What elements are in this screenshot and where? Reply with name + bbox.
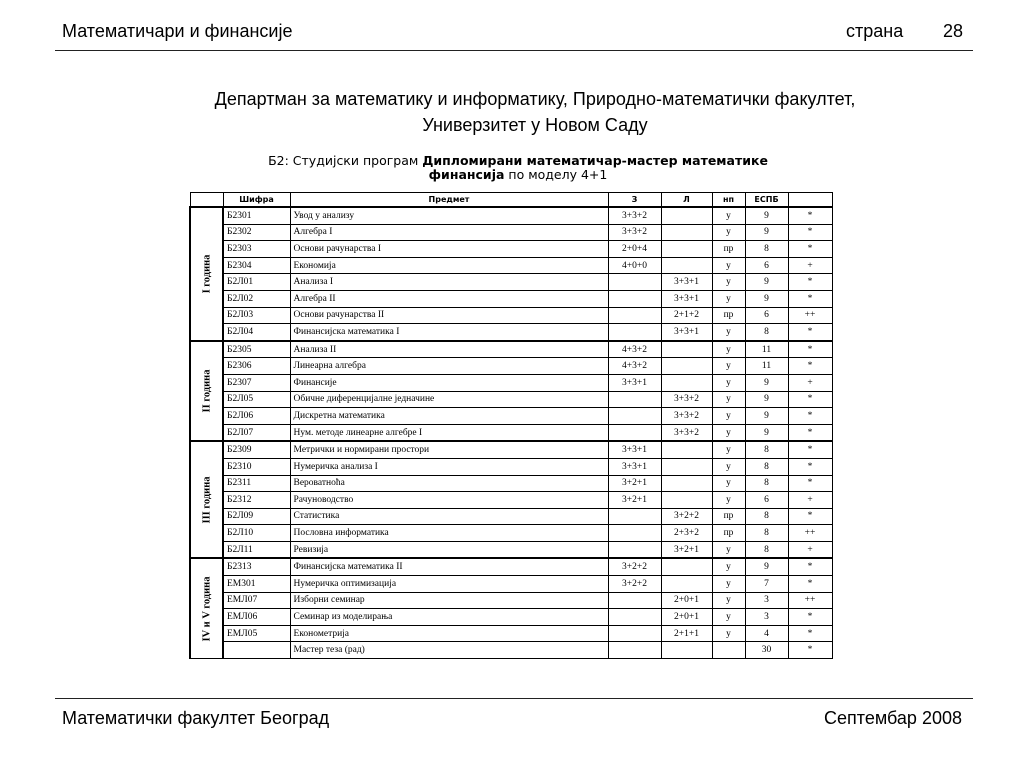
cell-espb: 8	[745, 441, 788, 458]
cell-mark: *	[788, 341, 832, 358]
cell-np: у	[712, 424, 745, 441]
cell-mark: *	[788, 207, 832, 224]
cell-np: у	[712, 576, 745, 593]
cell-subject: Вероватноћа	[290, 475, 608, 492]
table-row	[190, 492, 832, 509]
cell-z	[608, 508, 661, 525]
cell-espb: 8	[745, 475, 788, 492]
cell-espb: 11	[745, 358, 788, 375]
cell-mark: *	[788, 508, 832, 525]
col-code: Шифра	[223, 193, 290, 208]
cell-mark: *	[788, 408, 832, 425]
cell-subject: Финансије	[290, 374, 608, 391]
cell-subject: Финансијска математика I	[290, 324, 608, 341]
cell-subject: Увод у анализу	[290, 207, 608, 224]
curriculum-scan	[189, 154, 833, 670]
cell-np: у	[712, 391, 745, 408]
cell-code: Б2Л03	[223, 307, 290, 324]
cell-espb: 9	[745, 424, 788, 441]
table-header-row	[190, 193, 832, 208]
subtitle-line-2: Универзитет у Новом Саду	[422, 115, 648, 135]
slide-subtitle	[100, 86, 970, 138]
table-row	[190, 408, 832, 425]
cell-code: Б2Л02	[223, 290, 290, 307]
cell-espb: 9	[745, 558, 788, 575]
table-row	[190, 642, 832, 659]
col-np: нп	[712, 193, 745, 208]
cell-l	[661, 207, 712, 224]
cell-l: 3+3+2	[661, 408, 712, 425]
scan-title-bold-2: финансија	[428, 167, 505, 182]
cell-z	[608, 290, 661, 307]
table-row	[190, 358, 832, 375]
cell-mark: *	[788, 391, 832, 408]
cell-code	[223, 642, 290, 659]
cell-mark: +	[788, 257, 832, 274]
table-row	[190, 274, 832, 291]
scan-title-prefix: Б2: Студијски програм	[268, 153, 423, 168]
year-label-text: III година	[201, 476, 212, 524]
cell-mark: ++	[788, 525, 832, 542]
cell-espb: 9	[745, 374, 788, 391]
cell-subject: Нум. методе линеарне алгебре I	[290, 424, 608, 441]
cell-z	[608, 274, 661, 291]
cell-np	[712, 642, 745, 659]
cell-code: ЕМ301	[223, 576, 290, 593]
year-label	[190, 207, 223, 341]
cell-z: 4+3+2	[608, 341, 661, 358]
cell-np: у	[712, 441, 745, 458]
cell-np: у	[712, 274, 745, 291]
cell-mark: ++	[788, 307, 832, 324]
cell-l	[661, 642, 712, 659]
cell-espb: 8	[745, 508, 788, 525]
table-row	[190, 525, 832, 542]
header-divider	[55, 50, 973, 51]
cell-z: 3+3+2	[608, 207, 661, 224]
cell-l	[661, 458, 712, 475]
cell-z	[608, 307, 661, 324]
cell-np: пр	[712, 508, 745, 525]
cell-z	[608, 642, 661, 659]
col-espb: ЕСПБ	[745, 193, 788, 208]
cell-z: 3+2+1	[608, 475, 661, 492]
cell-l	[661, 241, 712, 258]
cell-subject: Анализа II	[290, 341, 608, 358]
cell-z	[608, 391, 661, 408]
table-row	[190, 625, 832, 642]
cell-mark: *	[788, 625, 832, 642]
cell-espb: 8	[745, 324, 788, 341]
cell-espb: 9	[745, 207, 788, 224]
cell-code: ЕМЛ05	[223, 625, 290, 642]
cell-espb: 4	[745, 625, 788, 642]
cell-z: 3+2+1	[608, 492, 661, 509]
cell-espb: 11	[745, 341, 788, 358]
cell-l: 2+1+1	[661, 625, 712, 642]
subtitle-line-1: Департман за математику и информатику, Природно-математички факултет,	[214, 89, 856, 109]
cell-np: у	[712, 625, 745, 642]
cell-mark: +	[788, 492, 832, 509]
cell-np: у	[712, 592, 745, 609]
table-row	[190, 207, 832, 224]
cell-code: Б2307	[223, 374, 290, 391]
cell-l: 2+1+2	[661, 307, 712, 324]
col-l: Л	[661, 193, 712, 208]
cell-code: Б2301	[223, 207, 290, 224]
table-row	[190, 224, 832, 241]
cell-mark: ++	[788, 592, 832, 609]
cell-espb: 6	[745, 492, 788, 509]
cell-l	[661, 492, 712, 509]
table-row	[190, 391, 832, 408]
page-label: страна	[846, 21, 904, 41]
cell-subject: Обичне диференцијалне једначине	[290, 391, 608, 408]
cell-subject: Ревизија	[290, 541, 608, 558]
cell-l	[661, 257, 712, 274]
cell-l: 2+3+2	[661, 525, 712, 542]
cell-mark: *	[788, 458, 832, 475]
cell-np: пр	[712, 241, 745, 258]
cell-espb: 9	[745, 274, 788, 291]
cell-mark: +	[788, 374, 832, 391]
table-row	[190, 290, 832, 307]
cell-mark: *	[788, 241, 832, 258]
cell-np: у	[712, 324, 745, 341]
scan-title-suffix: по моделу 4+1	[504, 167, 608, 182]
cell-z	[608, 408, 661, 425]
cell-np: у	[712, 257, 745, 274]
cell-subject: Изборни семинар	[290, 592, 608, 609]
cell-code: Б2305	[223, 341, 290, 358]
cell-l: 3+3+2	[661, 424, 712, 441]
cell-subject: Основи рачунарства I	[290, 241, 608, 258]
cell-subject: Семинар из моделирања	[290, 609, 608, 626]
cell-l	[661, 475, 712, 492]
curriculum-table	[189, 192, 833, 659]
cell-l	[661, 224, 712, 241]
cell-code: Б2Л10	[223, 525, 290, 542]
cell-code: Б2304	[223, 257, 290, 274]
cell-mark: *	[788, 290, 832, 307]
cell-z: 2+0+4	[608, 241, 661, 258]
cell-espb: 8	[745, 541, 788, 558]
table-row	[190, 541, 832, 558]
cell-np: у	[712, 475, 745, 492]
cell-l	[661, 576, 712, 593]
cell-mark: *	[788, 576, 832, 593]
cell-l: 3+3+2	[661, 391, 712, 408]
cell-z: 3+2+2	[608, 558, 661, 575]
cell-l	[661, 441, 712, 458]
year-label-text: II година	[201, 369, 212, 413]
cell-mark: *	[788, 558, 832, 575]
cell-espb: 7	[745, 576, 788, 593]
cell-l: 3+2+2	[661, 508, 712, 525]
cell-np: у	[712, 207, 745, 224]
page-number: 28	[942, 21, 963, 41]
footer-date: Септембар 2008	[824, 708, 962, 728]
cell-mark: *	[788, 324, 832, 341]
cell-code: Б2Л01	[223, 274, 290, 291]
cell-code: ЕМЛ06	[223, 609, 290, 626]
cell-code: Б2312	[223, 492, 290, 509]
cell-z	[608, 609, 661, 626]
cell-code: Б2Л05	[223, 391, 290, 408]
cell-subject: Алгебра I	[290, 224, 608, 241]
cell-z: 3+3+1	[608, 458, 661, 475]
cell-l	[661, 341, 712, 358]
cell-z: 3+3+1	[608, 374, 661, 391]
footer-left: Математички факултет Београд	[62, 708, 330, 728]
cell-espb: 9	[745, 391, 788, 408]
cell-l	[661, 374, 712, 391]
header-blank	[190, 193, 223, 208]
cell-code: Б2Л07	[223, 424, 290, 441]
cell-subject: Метрички и нормирани простори	[290, 441, 608, 458]
cell-l: 3+3+1	[661, 324, 712, 341]
cell-mark: +	[788, 541, 832, 558]
cell-espb: 3	[745, 592, 788, 609]
cell-mark: *	[788, 224, 832, 241]
header-title: Математичари и финансије	[62, 21, 293, 41]
cell-z	[608, 525, 661, 542]
cell-espb: 9	[745, 408, 788, 425]
cell-subject: Економетрија	[290, 625, 608, 642]
cell-subject: Рачуноводство	[290, 492, 608, 509]
table-row	[190, 424, 832, 441]
footer-divider	[55, 698, 973, 699]
cell-subject: Линеарна алгебра	[290, 358, 608, 375]
cell-code: Б2303	[223, 241, 290, 258]
cell-l: 3+3+1	[661, 274, 712, 291]
table-row	[190, 558, 832, 575]
year-label	[190, 341, 223, 442]
cell-subject: Економија	[290, 257, 608, 274]
cell-mark: *	[788, 358, 832, 375]
cell-l: 3+2+1	[661, 541, 712, 558]
scan-title-bold-1: Дипломирани математичар-мастер математике	[422, 153, 768, 168]
cell-z: 4+0+0	[608, 257, 661, 274]
cell-z	[608, 541, 661, 558]
cell-mark: *	[788, 609, 832, 626]
cell-subject: Мастер теза (рад)	[290, 642, 608, 659]
cell-l	[661, 558, 712, 575]
cell-np: у	[712, 358, 745, 375]
cell-z	[608, 424, 661, 441]
cell-espb: 30	[745, 642, 788, 659]
table-row	[190, 592, 832, 609]
cell-subject: Нумеричка оптимизација	[290, 576, 608, 593]
cell-np: у	[712, 558, 745, 575]
year-label-text: IV и V година	[201, 576, 212, 642]
table-row	[190, 341, 832, 358]
cell-l: 2+0+1	[661, 609, 712, 626]
cell-espb: 3	[745, 609, 788, 626]
cell-np: у	[712, 374, 745, 391]
cell-z: 3+2+2	[608, 576, 661, 593]
table-body	[190, 207, 832, 659]
cell-code: Б2Л09	[223, 508, 290, 525]
cell-mark: *	[788, 642, 832, 659]
cell-np: у	[712, 408, 745, 425]
cell-np: у	[712, 341, 745, 358]
cell-np: у	[712, 492, 745, 509]
cell-code: Б2302	[223, 224, 290, 241]
cell-espb: 6	[745, 257, 788, 274]
cell-np: у	[712, 458, 745, 475]
table-row	[190, 307, 832, 324]
table-row	[190, 374, 832, 391]
cell-subject: Алгебра II	[290, 290, 608, 307]
cell-l: 3+3+1	[661, 290, 712, 307]
cell-l	[661, 358, 712, 375]
cell-np: пр	[712, 307, 745, 324]
cell-subject: Пословна информатика	[290, 525, 608, 542]
table-row	[190, 576, 832, 593]
table-row	[190, 508, 832, 525]
cell-z: 4+3+2	[608, 358, 661, 375]
table-row	[190, 475, 832, 492]
cell-np: у	[712, 609, 745, 626]
cell-subject: Анализа I	[290, 274, 608, 291]
table-row	[190, 441, 832, 458]
cell-code: Б2Л06	[223, 408, 290, 425]
cell-espb: 8	[745, 458, 788, 475]
col-z: З	[608, 193, 661, 208]
cell-code: Б2Л11	[223, 541, 290, 558]
cell-z	[608, 625, 661, 642]
table-row	[190, 257, 832, 274]
cell-z: 3+3+2	[608, 224, 661, 241]
table-row	[190, 241, 832, 258]
cell-subject: Финансијска математика II	[290, 558, 608, 575]
cell-code: Б2310	[223, 458, 290, 475]
cell-code: Б2309	[223, 441, 290, 458]
cell-subject: Нумеричка анализа I	[290, 458, 608, 475]
cell-espb: 8	[745, 525, 788, 542]
year-label	[190, 558, 223, 658]
cell-espb: 9	[745, 224, 788, 241]
cell-np: у	[712, 224, 745, 241]
col-mark	[788, 193, 832, 208]
cell-z: 3+3+1	[608, 441, 661, 458]
cell-subject: Основи рачунарства II	[290, 307, 608, 324]
cell-mark: *	[788, 274, 832, 291]
year-label-text: I година	[201, 254, 212, 294]
cell-mark: *	[788, 424, 832, 441]
col-subject: Предмет	[290, 193, 608, 208]
cell-espb: 6	[745, 307, 788, 324]
cell-espb: 8	[745, 241, 788, 258]
cell-z	[608, 592, 661, 609]
cell-np: у	[712, 541, 745, 558]
cell-espb: 9	[745, 290, 788, 307]
scan-title	[189, 154, 833, 182]
year-label	[190, 441, 223, 558]
cell-subject: Дискретна математика	[290, 408, 608, 425]
table-row	[190, 458, 832, 475]
cell-subject: Статистика	[290, 508, 608, 525]
cell-z	[608, 324, 661, 341]
cell-np: пр	[712, 525, 745, 542]
cell-mark: *	[788, 441, 832, 458]
table-row	[190, 609, 832, 626]
cell-code: Б2Л04	[223, 324, 290, 341]
cell-code: Б2313	[223, 558, 290, 575]
cell-code: ЕМЛ07	[223, 592, 290, 609]
cell-code: Б2311	[223, 475, 290, 492]
table-row	[190, 324, 832, 341]
cell-mark: *	[788, 475, 832, 492]
cell-l: 2+0+1	[661, 592, 712, 609]
cell-np: у	[712, 290, 745, 307]
cell-code: Б2306	[223, 358, 290, 375]
